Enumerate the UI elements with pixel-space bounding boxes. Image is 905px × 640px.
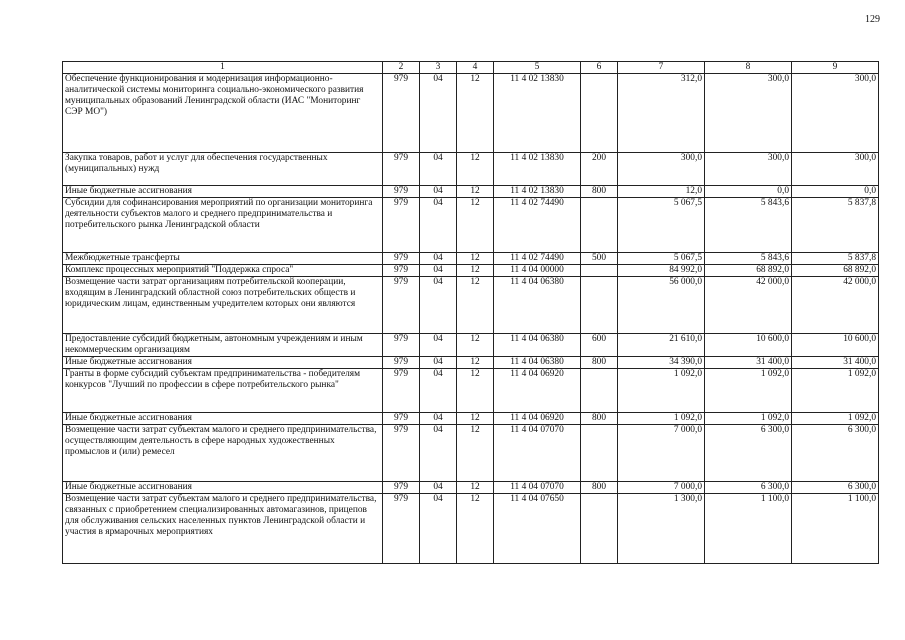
- row-expense-type: 800: [581, 186, 618, 198]
- row-amount-year3: 68 892,0: [792, 265, 879, 277]
- row-subsection: 12: [457, 369, 494, 413]
- row-amount-year3: 6 300,0: [792, 425, 879, 482]
- row-amount-year3: 5 837,8: [792, 253, 879, 265]
- row-admin-code: 979: [383, 494, 420, 564]
- row-target-article: 11 4 04 00000: [494, 265, 581, 277]
- row-subsection: 12: [457, 334, 494, 357]
- column-header: 8: [705, 62, 792, 74]
- row-description: Предоставление субсидий бюджетным, автономным учреждениям и иным некоммерческим организациям: [63, 334, 383, 357]
- row-subsection: 12: [457, 413, 494, 425]
- row-admin-code: 979: [383, 334, 420, 357]
- row-amount-year3: 1 092,0: [792, 413, 879, 425]
- row-section: 04: [420, 413, 457, 425]
- row-admin-code: 979: [383, 74, 420, 153]
- table-row: [63, 334, 879, 357]
- row-section: 04: [420, 277, 457, 334]
- row-amount-year2: 10 600,0: [705, 334, 792, 357]
- row-admin-code: 979: [383, 482, 420, 494]
- row-subsection: 12: [457, 357, 494, 369]
- row-amount-year2: 300,0: [705, 74, 792, 153]
- table-row: [63, 153, 879, 186]
- row-description: Иные бюджетные ассигнования: [63, 186, 383, 198]
- row-target-article: 11 4 02 74490: [494, 253, 581, 265]
- column-header: 4: [457, 62, 494, 74]
- row-description: Межбюджетные трансферты: [63, 253, 383, 265]
- row-amount-year3: 6 300,0: [792, 482, 879, 494]
- row-subsection: 12: [457, 494, 494, 564]
- table-row: [63, 198, 879, 253]
- row-subsection: 12: [457, 425, 494, 482]
- row-description: Закупка товаров, работ и услуг для обеспечения государственных (муниципальных) нужд: [63, 153, 383, 186]
- row-admin-code: 979: [383, 198, 420, 253]
- row-target-article: 11 4 04 06920: [494, 413, 581, 425]
- row-admin-code: 979: [383, 277, 420, 334]
- row-admin-code: 979: [383, 369, 420, 413]
- row-target-article: 11 4 04 07070: [494, 425, 581, 482]
- row-admin-code: 979: [383, 186, 420, 198]
- row-amount-year1: 1 300,0: [618, 494, 705, 564]
- row-expense-type: 600: [581, 334, 618, 357]
- row-amount-year2: 5 843,6: [705, 198, 792, 253]
- row-amount-year2: 31 400,0: [705, 357, 792, 369]
- table-row: [63, 425, 879, 482]
- row-amount-year3: 300,0: [792, 74, 879, 153]
- table-row: [63, 74, 879, 153]
- row-amount-year2: 6 300,0: [705, 482, 792, 494]
- row-amount-year2: 68 892,0: [705, 265, 792, 277]
- column-header: 6: [581, 62, 618, 74]
- column-header: 9: [792, 62, 879, 74]
- row-section: 04: [420, 357, 457, 369]
- row-amount-year1: 300,0: [618, 153, 705, 186]
- row-target-article: 11 4 02 13830: [494, 74, 581, 153]
- row-admin-code: 979: [383, 425, 420, 482]
- row-section: 04: [420, 74, 457, 153]
- row-admin-code: 979: [383, 153, 420, 186]
- row-description: Субсидии для софинансирования мероприятий по организации мониторинга деятельности субъектов малого и среднего предпринимательства и потребительского рынка Ленинградской области: [63, 198, 383, 253]
- row-subsection: 12: [457, 198, 494, 253]
- column-header: 7: [618, 62, 705, 74]
- table-row: [63, 265, 879, 277]
- row-section: 04: [420, 494, 457, 564]
- row-description: Иные бюджетные ассигнования: [63, 413, 383, 425]
- row-target-article: 11 4 04 06380: [494, 357, 581, 369]
- row-amount-year3: 5 837,8: [792, 198, 879, 253]
- table-row: [63, 253, 879, 265]
- row-subsection: 12: [457, 153, 494, 186]
- row-section: 04: [420, 253, 457, 265]
- row-target-article: 11 4 02 13830: [494, 153, 581, 186]
- table-row: [63, 413, 879, 425]
- column-header: 2: [383, 62, 420, 74]
- row-section: 04: [420, 153, 457, 186]
- row-amount-year2: 300,0: [705, 153, 792, 186]
- row-amount-year3: 42 000,0: [792, 277, 879, 334]
- row-amount-year2: 1 092,0: [705, 413, 792, 425]
- row-section: 04: [420, 482, 457, 494]
- row-section: 04: [420, 265, 457, 277]
- row-subsection: 12: [457, 265, 494, 277]
- row-subsection: 12: [457, 482, 494, 494]
- row-admin-code: 979: [383, 253, 420, 265]
- row-amount-year3: 31 400,0: [792, 357, 879, 369]
- row-description: Иные бюджетные ассигнования: [63, 357, 383, 369]
- row-target-article: 11 4 04 07070: [494, 482, 581, 494]
- row-amount-year3: 1 100,0: [792, 494, 879, 564]
- row-amount-year3: 0,0: [792, 186, 879, 198]
- row-subsection: 12: [457, 74, 494, 153]
- row-section: 04: [420, 369, 457, 413]
- table-row: [63, 277, 879, 334]
- row-amount-year1: 7 000,0: [618, 425, 705, 482]
- table-row: [63, 494, 879, 564]
- header-row: [63, 62, 879, 74]
- row-target-article: 11 4 04 06920: [494, 369, 581, 413]
- row-subsection: 12: [457, 277, 494, 334]
- row-target-article: 11 4 02 13830: [494, 186, 581, 198]
- row-amount-year3: 300,0: [792, 153, 879, 186]
- table-row: [63, 357, 879, 369]
- row-expense-type: [581, 74, 618, 153]
- row-admin-code: 979: [383, 413, 420, 425]
- row-amount-year1: 12,0: [618, 186, 705, 198]
- row-description: Обеспечение функционирования и модернизация информационно-аналитической системы мониторинга социально-экономического развития муниципальных образований Ленинградской области (ИАС "Мониторинг СЭР МО"): [63, 74, 383, 153]
- page-number: 129: [865, 14, 880, 25]
- row-amount-year2: 42 000,0: [705, 277, 792, 334]
- row-amount-year1: 56 000,0: [618, 277, 705, 334]
- row-expense-type: [581, 494, 618, 564]
- row-amount-year2: 1 092,0: [705, 369, 792, 413]
- row-expense-type: 800: [581, 482, 618, 494]
- row-amount-year2: 1 100,0: [705, 494, 792, 564]
- row-description: Гранты в форме субсидий субъектам предпринимательства - победителям конкурсов "Лучший по профессии в сфере потребительского рынка": [63, 369, 383, 413]
- row-expense-type: [581, 265, 618, 277]
- row-description: Возмещение части затрат субъектам малого и среднего предпринимательства, связанных с приобретением специализированных автомагазинов, прицепов для обслуживания сельских населенных пунктов Ленинградской области и участия в ярмарочных мероприятиях: [63, 494, 383, 564]
- row-description: Иные бюджетные ассигнования: [63, 482, 383, 494]
- row-expense-type: [581, 369, 618, 413]
- budget-table: [62, 61, 879, 564]
- row-target-article: 11 4 02 74490: [494, 198, 581, 253]
- row-target-article: 11 4 04 07650: [494, 494, 581, 564]
- table-row: [63, 369, 879, 413]
- row-target-article: 11 4 04 06380: [494, 277, 581, 334]
- row-description: Возмещение части затрат организациям потребительской кооперации, входящим в Ленинградский областной союз потребительских обществ и юридическим лицам, единственным учредителем которых они являются: [63, 277, 383, 334]
- row-target-article: 11 4 04 06380: [494, 334, 581, 357]
- row-expense-type: 200: [581, 153, 618, 186]
- row-amount-year2: 5 843,6: [705, 253, 792, 265]
- row-amount-year1: 7 000,0: [618, 482, 705, 494]
- row-expense-type: 500: [581, 253, 618, 265]
- table-row: [63, 482, 879, 494]
- row-amount-year3: 10 600,0: [792, 334, 879, 357]
- column-header: 5: [494, 62, 581, 74]
- row-section: 04: [420, 198, 457, 253]
- row-amount-year3: 1 092,0: [792, 369, 879, 413]
- row-expense-type: 800: [581, 413, 618, 425]
- row-expense-type: 800: [581, 357, 618, 369]
- row-amount-year2: 6 300,0: [705, 425, 792, 482]
- row-amount-year1: 1 092,0: [618, 413, 705, 425]
- row-amount-year1: 34 390,0: [618, 357, 705, 369]
- row-section: 04: [420, 186, 457, 198]
- row-description: Возмещение части затрат субъектам малого и среднего предпринимательства, осуществляющим деятельность в сфере народных художественных промыслов и (или) ремесел: [63, 425, 383, 482]
- row-section: 04: [420, 334, 457, 357]
- row-amount-year1: 1 092,0: [618, 369, 705, 413]
- table-row: [63, 186, 879, 198]
- row-amount-year1: 21 610,0: [618, 334, 705, 357]
- row-amount-year1: 5 067,5: [618, 198, 705, 253]
- row-admin-code: 979: [383, 357, 420, 369]
- row-description: Комплекс процессных мероприятий "Поддержка спроса": [63, 265, 383, 277]
- row-admin-code: 979: [383, 265, 420, 277]
- row-amount-year1: 84 992,0: [618, 265, 705, 277]
- row-subsection: 12: [457, 253, 494, 265]
- row-expense-type: [581, 425, 618, 482]
- row-subsection: 12: [457, 186, 494, 198]
- row-section: 04: [420, 425, 457, 482]
- row-expense-type: [581, 198, 618, 253]
- column-header: 1: [63, 62, 383, 74]
- row-expense-type: [581, 277, 618, 334]
- row-amount-year1: 312,0: [618, 74, 705, 153]
- row-amount-year2: 0,0: [705, 186, 792, 198]
- column-header: 3: [420, 62, 457, 74]
- row-amount-year1: 5 067,5: [618, 253, 705, 265]
